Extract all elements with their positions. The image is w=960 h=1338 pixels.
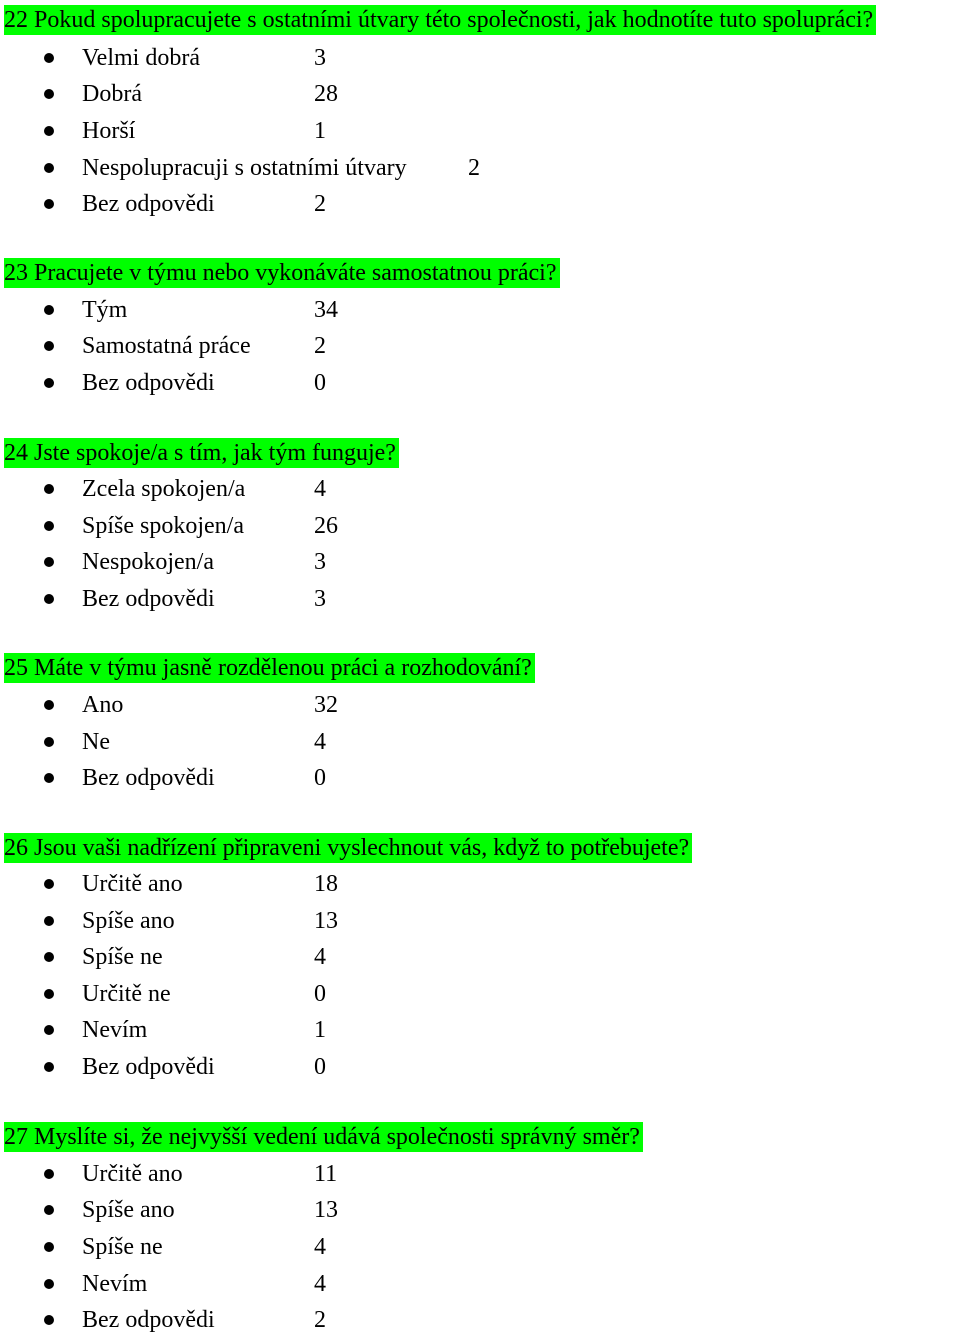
answer-item — [0, 1304, 960, 1336]
answer-count: 2 — [314, 1307, 326, 1333]
answer-label: Spíše ne — [82, 1234, 163, 1260]
bullet-icon — [44, 1242, 54, 1252]
answer-count: 13 — [314, 908, 338, 934]
answer-count: 0 — [314, 370, 326, 396]
answer-item — [0, 905, 960, 937]
answer-item — [0, 367, 960, 399]
question-heading: 26 Jsou vaši nadřízení připraveni vyslechnout vás, když to potřebujete? — [4, 833, 692, 863]
answer-label: Nespokojen/a — [82, 549, 214, 575]
bullet-icon — [44, 53, 54, 63]
bullet-icon — [44, 1062, 54, 1072]
bullet-icon — [44, 1169, 54, 1179]
answer-count: 3 — [314, 45, 326, 71]
answer-count: 0 — [314, 1054, 326, 1080]
answer-item — [0, 726, 960, 758]
answer-count: 1 — [314, 1017, 326, 1043]
answer-count: 34 — [314, 297, 338, 323]
answer-item — [0, 1194, 960, 1226]
answer-item — [0, 583, 960, 615]
answer-label: Bez odpovědi — [82, 1307, 215, 1333]
answer-label: Dobrá — [82, 81, 142, 107]
answer-label: Spíše ano — [82, 908, 175, 934]
answer-count: 2 — [314, 191, 326, 217]
answer-label: Bez odpovědi — [82, 765, 215, 791]
answer-label: Spíše ano — [82, 1197, 175, 1223]
bullet-icon — [44, 773, 54, 783]
question-heading: 24 Jste spokoje/a s tím, jak tým funguje? — [4, 438, 399, 468]
answer-label: Bez odpovědi — [82, 1054, 215, 1080]
bullet-icon — [44, 1025, 54, 1035]
answer-item — [0, 1014, 960, 1046]
answer-item — [0, 330, 960, 362]
answer-item — [0, 294, 960, 326]
bullet-icon — [44, 341, 54, 351]
bullet-icon — [44, 700, 54, 710]
answer-label: Bez odpovědi — [82, 586, 215, 612]
answer-label: Nevím — [82, 1017, 148, 1043]
bullet-icon — [44, 916, 54, 926]
answer-item — [0, 1231, 960, 1263]
answer-label: Horší — [82, 118, 136, 144]
bullet-icon — [44, 879, 54, 889]
answer-label: Spíše ne — [82, 944, 163, 970]
answer-count: 32 — [314, 692, 338, 718]
answer-label: Velmi dobrá — [82, 45, 200, 71]
question-heading: 25 Máte v týmu jasně rozdělenou práci a rozhodování? — [4, 653, 535, 683]
answer-count: 3 — [314, 549, 326, 575]
bullet-icon — [44, 952, 54, 962]
answer-label: Spíše spokojen/a — [82, 513, 244, 539]
answer-count: 0 — [314, 981, 326, 1007]
answer-label: Určitě ano — [82, 1161, 183, 1187]
answer-label: Samostatná práce — [82, 333, 251, 359]
bullet-icon — [44, 989, 54, 999]
answer-count: 18 — [314, 871, 338, 897]
answer-item — [0, 1051, 960, 1083]
answer-label: Ano — [82, 692, 124, 718]
answer-item — [0, 152, 960, 184]
answer-count: 13 — [314, 1197, 338, 1223]
answer-count: 4 — [314, 944, 326, 970]
answer-item — [0, 941, 960, 973]
answer-item — [0, 978, 960, 1010]
answer-count: 4 — [314, 476, 326, 502]
answer-item — [0, 115, 960, 147]
answer-item — [0, 510, 960, 542]
answer-item — [0, 78, 960, 110]
bullet-icon — [44, 1205, 54, 1215]
answer-item — [0, 762, 960, 794]
answer-item — [0, 188, 960, 220]
answer-count: 11 — [314, 1161, 338, 1187]
answer-label: Určitě ano — [82, 871, 183, 897]
answer-label: Určitě ne — [82, 981, 171, 1007]
bullet-icon — [44, 737, 54, 747]
answer-label: Bez odpovědi — [82, 370, 215, 396]
answer-label: Bez odpovědi — [82, 191, 215, 217]
answer-item — [0, 689, 960, 721]
answer-count: 3 — [314, 586, 326, 612]
answer-count: 2 — [468, 155, 480, 181]
bullet-icon — [44, 484, 54, 494]
answer-count: 1 — [314, 118, 326, 144]
answer-count: 0 — [314, 765, 326, 791]
answer-count: 28 — [314, 81, 338, 107]
bullet-icon — [44, 126, 54, 136]
question-heading: 22 Pokud spolupracujete s ostatními útvary této společnosti, jak hodnotíte tuto spolupráci? — [4, 5, 876, 35]
answer-count: 2 — [314, 333, 326, 359]
answer-label: Ne — [82, 729, 110, 755]
bullet-icon — [44, 163, 54, 173]
bullet-icon — [44, 521, 54, 531]
question-heading: 23 Pracujete v týmu nebo vykonáváte samostatnou práci? — [4, 258, 560, 288]
bullet-icon — [44, 594, 54, 604]
question-heading: 27 Myslíte si, že nejvyšší vedení udává společnosti správný směr? — [4, 1122, 643, 1152]
answer-item — [0, 1158, 960, 1190]
answer-count: 26 — [314, 513, 338, 539]
answer-item — [0, 546, 960, 578]
answer-item — [0, 1268, 960, 1300]
bullet-icon — [44, 199, 54, 209]
answer-label: Nespolupracuji s ostatními útvary — [82, 155, 407, 181]
answer-label: Tým — [82, 297, 128, 323]
bullet-icon — [44, 89, 54, 99]
bullet-icon — [44, 557, 54, 567]
bullet-icon — [44, 378, 54, 388]
answer-label: Nevím — [82, 1271, 148, 1297]
answer-label: Zcela spokojen/a — [82, 476, 246, 502]
answer-count: 4 — [314, 1271, 326, 1297]
answer-item — [0, 42, 960, 74]
bullet-icon — [44, 1279, 54, 1289]
bullet-icon — [44, 1315, 54, 1325]
answer-count: 4 — [314, 729, 326, 755]
answer-item — [0, 473, 960, 505]
answer-count: 4 — [314, 1234, 326, 1260]
answer-item — [0, 868, 960, 900]
bullet-icon — [44, 305, 54, 315]
